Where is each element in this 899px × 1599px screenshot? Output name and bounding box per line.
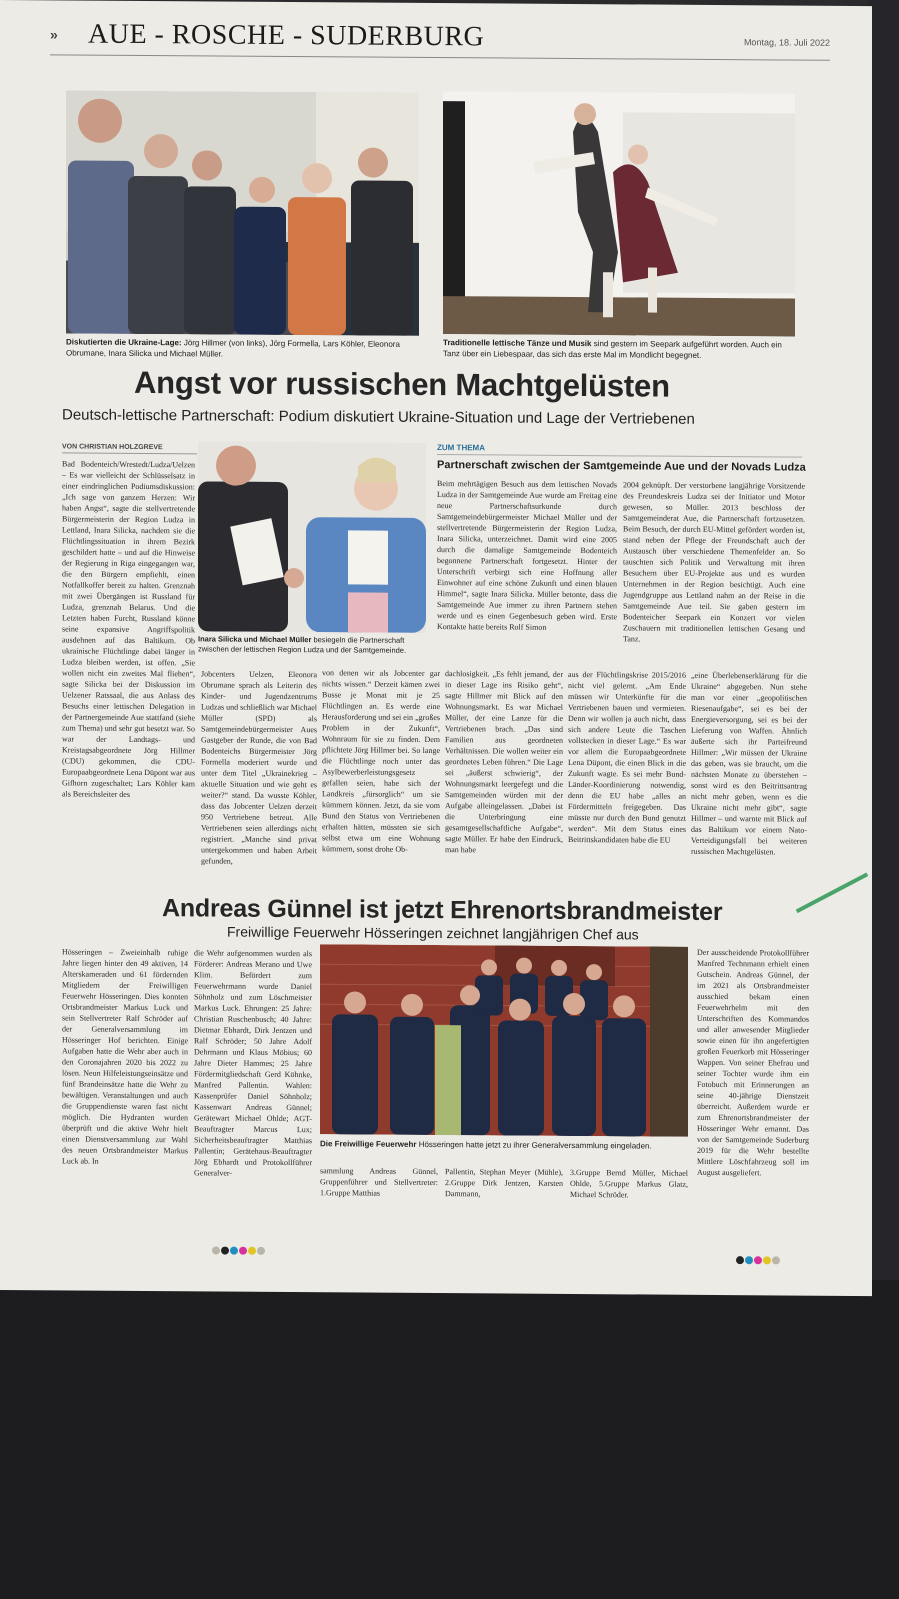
article2-column-1: Hösseringen – Zweieinhalb ruhige Jahre liegen hinter den 49 aktiven, 14 Alterskameraden und 61 fördernden Mitgliedern der Freiwilligen Feuerwehr Hösseringen. Dies konnten Ortsbrandmeister Markus Luck und sein Stellvertreter Ralf Schröder auf der Generalversammlung im Hösseringer Hof berichten. Einige Aufgaben hatte die Wehr aber auch in den Coronajahren 2020 bis 2022 zu lösen. Neun Hilfeleistungseinsätze und fünf Brandeinsätze hatte die Wehr zu bewältigen. Veranstaltungen und auch die Gruppendienste waren fast nicht möglich. Die Hydranten wurden überprüft und die aktive Wehr hielt einen Dienstversammlung zur Wahl des neuen Ortsbrandmeister Markus Luck ab. In bbox=[62, 947, 188, 1166]
article2-headline: Andreas Günnel ist jetzt Ehrenortsbrandmeister bbox=[162, 894, 723, 927]
sidebar-column-2: 2004 geknüpft. Der verstorbene langjährige Vorsitzende des Freundeskreis Ludza sei der Initiator und Motor gewesen, so Müller. 2013 beschloss der Samtgemeinderat Aue, die Partnerschaft fortzusetzen. Beim Besuch, der durch EU-Mittel gefördert worden ist, stand neben der Pflege der Freundschaft auch der Austausch über verschiedene Themenfelder an. So tauschten sich Politik und Verwaltung mit ihren Besuchern über EU-Projekte aus und es wurden Unternehmen in der Region besichtigt. Auch eine Jugendgruppe aus Lettland nahm an der Reise in die Samtgemeinde Aue teil. Sie gaben gestern im Bodenteicher Seepark ein Konzert vor vielen Zuschauern mit traditionellen lettischen Gesang und Tanz. bbox=[623, 480, 805, 644]
sidebar-headline: Partnerschaft zwischen der Samtgemeinde Aue und der Novads Ludza bbox=[437, 459, 806, 474]
article1-headline: Angst vor russischen Machtgelüsten bbox=[134, 364, 670, 404]
article1-column-1: Bad Bodenteich/Wrestedt/Ludza/Uelzen – Es war vielleicht der Schlüsselsatz in einer eindringlichen Podiumsdiskussion: „Ich sage von ganzem Herzen: Wir haben Angst“, sagte die stellvertretende Bürgermeisterin der Region Ludza in Lettland, Inara Silicka, nachdem sie die Flüchtlingssituation in ihrem Bezirk geschildert hatte – und auf die Hinweise der Regierung in Riga eingegangen war, die den Bürgern empfiehlt, einen Notfallkoffer bereit zu halten. Grenznah mit zwei Übergängen ist Russland für Ludza, grenznah Belarus. Und die Letzten haben Furcht, Russland könne seine expansive Angriffspolitik ausdehnen auf das Baltikum. Ob ukrainische Flüchtlinge dabei länger in Ludza bleiben werden, ist offen. „Sie wollen nicht ein zweites Mal fliehen“, sagte Silicka bei der Diskussion im Uelzener Ratssaal, die aus Anlass des Besuchs einer lettischen Delegation in der Partnergemeinde Aue stattfand (siehe zum Thema) und sehr gut besetzt war. So war der Landtags- und Kreistagsabgeordnete Jörg Hillmer (CDU) gekommen, die CDU-Europaabgeordnete Lena Düpont war aus Gifhorn zugeschaltet; Lars Köhler kam als Bereichsleiter des bbox=[62, 459, 195, 799]
print-color-dots-left bbox=[212, 1241, 266, 1259]
photo-handshake bbox=[198, 441, 426, 633]
photo-caption-podium: Diskutierten die Ukraine-Lage: Jörg Hillmer (von links), Jörg Formella, Lars Köhler, Eleonora Obrumane, Inara Silicka und Michael Müller. bbox=[66, 337, 400, 359]
photo-caption-dancers: Traditionelle lettische Tänze und Musik sind gestern im Seepark aufgeführt worden. Auch ein Tanz über ein Liebespaar, das sich das erste Mal im Mondlicht begegnet. bbox=[443, 338, 782, 360]
chevron-right-icon: » bbox=[50, 26, 58, 43]
photo-group-podium bbox=[66, 90, 419, 335]
background-table-edge bbox=[868, 0, 899, 1280]
sidebar-column-1: Beim mehrtägigen Besuch aus dem lettischen Novads Ludza in der Samtgemeinde Aue wurde am Freitag eine neue Partnerschaftsurkunde durch Samtgemeindebürgermeister Michael Müller und der stellvertretende Bürgermeisterin der Region Ludza, Inara Silicka, unterzeichnet. Damit wird eine 2005 durch die damalige Samtgemeinde Bodenteich begonnene Partnerschaft fortgesetzt. Hinter der Unterschrift verbirgt sich eine Hoffnung aller Einwohner auf eine schöne Zukunft und einen blauen Himmel“, sagte Inara Silicka. Müller betonte, dass die Samtgemeinde Aue immer zu ihren Partnern stehen werde und es einen Gegenbesuch geben wird. Erste Kontakte hatte bereits Rolf Simon bbox=[437, 479, 617, 632]
article2-column-4: Pallentin, Stephan Meyer (Mühle), 2.Gruppe Dirk Jentzen, Karsten Dammann, bbox=[445, 1167, 563, 1199]
article1-column-5: aus der Flüchtlingskrise 2015/2016 nicht viel gelernt. „Am Ende müssen wir Unterkünfte für die Vertriebenen bauen und vermieten. Denn wir wollen ja auch nicht, dass sich andere Leute die Taschen vollstecken in dieser Lage.“ Es war vor allem die Europaabgeordnete Lena Düpont, die einen Blick in die Zukunft wagte. Es sei mehr Bund-Länder-Koordinierung notwendig, denn die EU habe „alles an Fördermitteln freigegeben. Das müsste nur durch den Bund genutzt werden“. Mit dem Status eines Beitrittskandidaten habe die EU bbox=[568, 669, 686, 845]
issue-date: Montag, 18. Juli 2022 bbox=[743, 37, 830, 48]
photo-caption-firefighters: Die Freiwillige Feuerwehr Hösseringen hatte jetzt zu ihrer Generalversammlung eingeladen. bbox=[320, 1139, 652, 1151]
sidebar-tag: ZUM THEMA bbox=[437, 443, 802, 458]
article2-column-3: sammlung Andreas Günnel, Gruppenführer und Stellvertreter: 1.Gruppe Matthias bbox=[320, 1166, 438, 1198]
photo-caption-handshake: Inara Silicka und Michael Müller besiegeln die Partnerschaft zwischen der lettischen Region Ludza und der Samtgemeinde. bbox=[198, 634, 407, 655]
background-floor bbox=[0, 1280, 899, 1599]
page-header bbox=[50, 14, 830, 60]
photo-firefighters bbox=[320, 944, 688, 1137]
article1-column-6: „eine Überlebenserklärung für die Ukraine“ abgegeben. Nun stehe man vor einer „geopolitischen Riesenaufgabe“, sei es bei der Energieversorgung, sei es bei der Lieferung von Waffen. Ähnlich äußerte sich ihr Parteifreund Hillmer: „Wir müssen der Ukraine das geben, was sie braucht, um die nächsten Monate zu überstehen – sonst wird es den Beitrittsantrag nicht mehr geben, wenn es die Ukraine nicht mehr gibt“, sagte Hillmer – und warnte mit Blick auf das Baltikum vor einem Nato-Verteidigungsfall bei weiteren russischen Machtgelüsten. bbox=[691, 670, 807, 857]
article1-byline: VON CHRISTIAN HOLZGREVE bbox=[62, 443, 197, 454]
article2-column-6: Der ausscheidende Protokollführer Manfred Technmann erhielt einen Gutschein. Andreas Günnel, der im 2021 als Ortsbrandmeister ausschied bekam einen Feuerwehrhelm mit den Unterschriften des Kommandos und aller anwesender Mitglieder sowie einen für ihn angefertigten großen Feuerkorb mit Hösseringer Wappen. Von seiner Ehefrau und seiner Tochter wurde ihm ein Fotobuch mit Erinnerungen an seine 40-jährige Dienstzeit überreicht. Außerdem wurde er zum Ehrenortsbrandmeister der Hösseringer Wehr ernannt. Das von der Samtgemeinde Suderburg 2019 für die Wehr bestellte Mittlere Löschfahrzeug soll im August ausgeliefert. bbox=[697, 947, 809, 1178]
photo-latvian-dancers bbox=[443, 91, 795, 336]
article2-column-5: 3.Gruppe Bernd Müller, Michael Ohlde, 5.Gruppe Markus Glatz, Michael Schröder. bbox=[570, 1167, 688, 1200]
article2-subhead: Freiwillige Feuerwehr Hösseringen zeichnet langjährigen Chef aus bbox=[227, 923, 639, 943]
section-title: AUE - ROSCHE - SUDERBURG bbox=[88, 18, 485, 53]
article1-subhead: Deutsch-lettische Partnerschaft: Podium diskutiert Ukraine-Situation und Lage der Vertriebenen bbox=[62, 406, 695, 428]
article2-column-2: die Wehr aufgenommen wurden als Förderer: Andreas Merano und Uwe Klim. Befördert zum Feuerwehrmann wurde Daniel Söhnholz und zum Löschmeister Markus Luck. Ehrungen: 25 Jahre: Christian Ruschenbusch; 40 Jahre: Dietmar Ebhardt, Dirk Jentzen und Ralf Schröder; 50 Jahre Adolf Dehrmann und Klaus Möbius; 60 Jahre Dieter Hammes; 25 Jahre Fördermitgliedschaft Gerd Köhnke, Manfred Pallentin. Wahlen: Kassenprüfer Daniel Söhnholz; Kassenwart Andreas Günnel; Gerätewart Michael Ohlde; AGT-Beauftragter Marcus Lux; Sicherheitsbeauftragter Matthias Pallentin; Gerätehaus-Beauftragter Jörg Ebhardt und Protokollführer Generalver- bbox=[194, 948, 312, 1178]
article1-column-3: von denen wir als Jobcenter gar nichts wissen.“ Derzeit kämen zwei Busse je Monat mit je 25 Flüchtlingen an. Es werde eine Herausforderung und sei ein „großes Problem in der Zukunft“, Wohnraum für sie zu finden. Dem pflichtete Jörg Hillmer bei. So lange die Flüchtlinge noch unter das Asylbewerberleistungsgesetz gefallen seien, habe sich der Landkreis „fürsorglich“ um sie kümmern können. Jetzt, da sie vom Bund den Status von Vertriebenen erhalten hätten, müssten sie sich selbst etwa um eine Wohnung kümmern, sonst drohe Ob- bbox=[322, 668, 440, 854]
article1-column-2: Jobcenters Uelzen, Eleonora Obrumane sprach als Leiterin des Kinder- und Jugendzentrums Ludzas und schließlich war Michael Müller (SPD) als Samtgemeindebürgermeister Aues Gastgeber der Runde, die von Bad Bodenteichs Bürgermeister Jörg Formella moderiert wurde und unter dem Titel „Ukrainekrieg – aktuelle Situation und wie geht es weiter?“ stand. Da wusste Köhler, dass das Jobcenter Uelzen derzeit 950 Vertriebene betreut. Alle Vertriebenen seien allerdings nicht registriert. „Manche sind privat untergekommen und haben Arbeit gefunden, bbox=[201, 669, 317, 866]
article1-column-4: dachlosigkeit. „Es fehlt jemand, der in dieser Lage ins Risiko geht“, sagte Hillmer mit Blick auf den Wohnungsmarkt. Es war Michael Müller, der eine Lanze für die Vertriebenen brach. „Das sind Familien aus geordneten Verhältnissen. Die wollen weiter ein geordnetes Leben führen.“ Die Lage sei „äußerst schwierig“, der Wohnungsmarkt leergefegt und die Samtgemeinden würden mit der Aufgabe alleingelassen. „Dabei ist die Unterbringung eine gesamtgesellschaftliche Aufgabe“, sagte Müller. Er habe den Eindruck, man habe bbox=[445, 669, 563, 855]
print-color-dots-right bbox=[736, 1251, 781, 1269]
